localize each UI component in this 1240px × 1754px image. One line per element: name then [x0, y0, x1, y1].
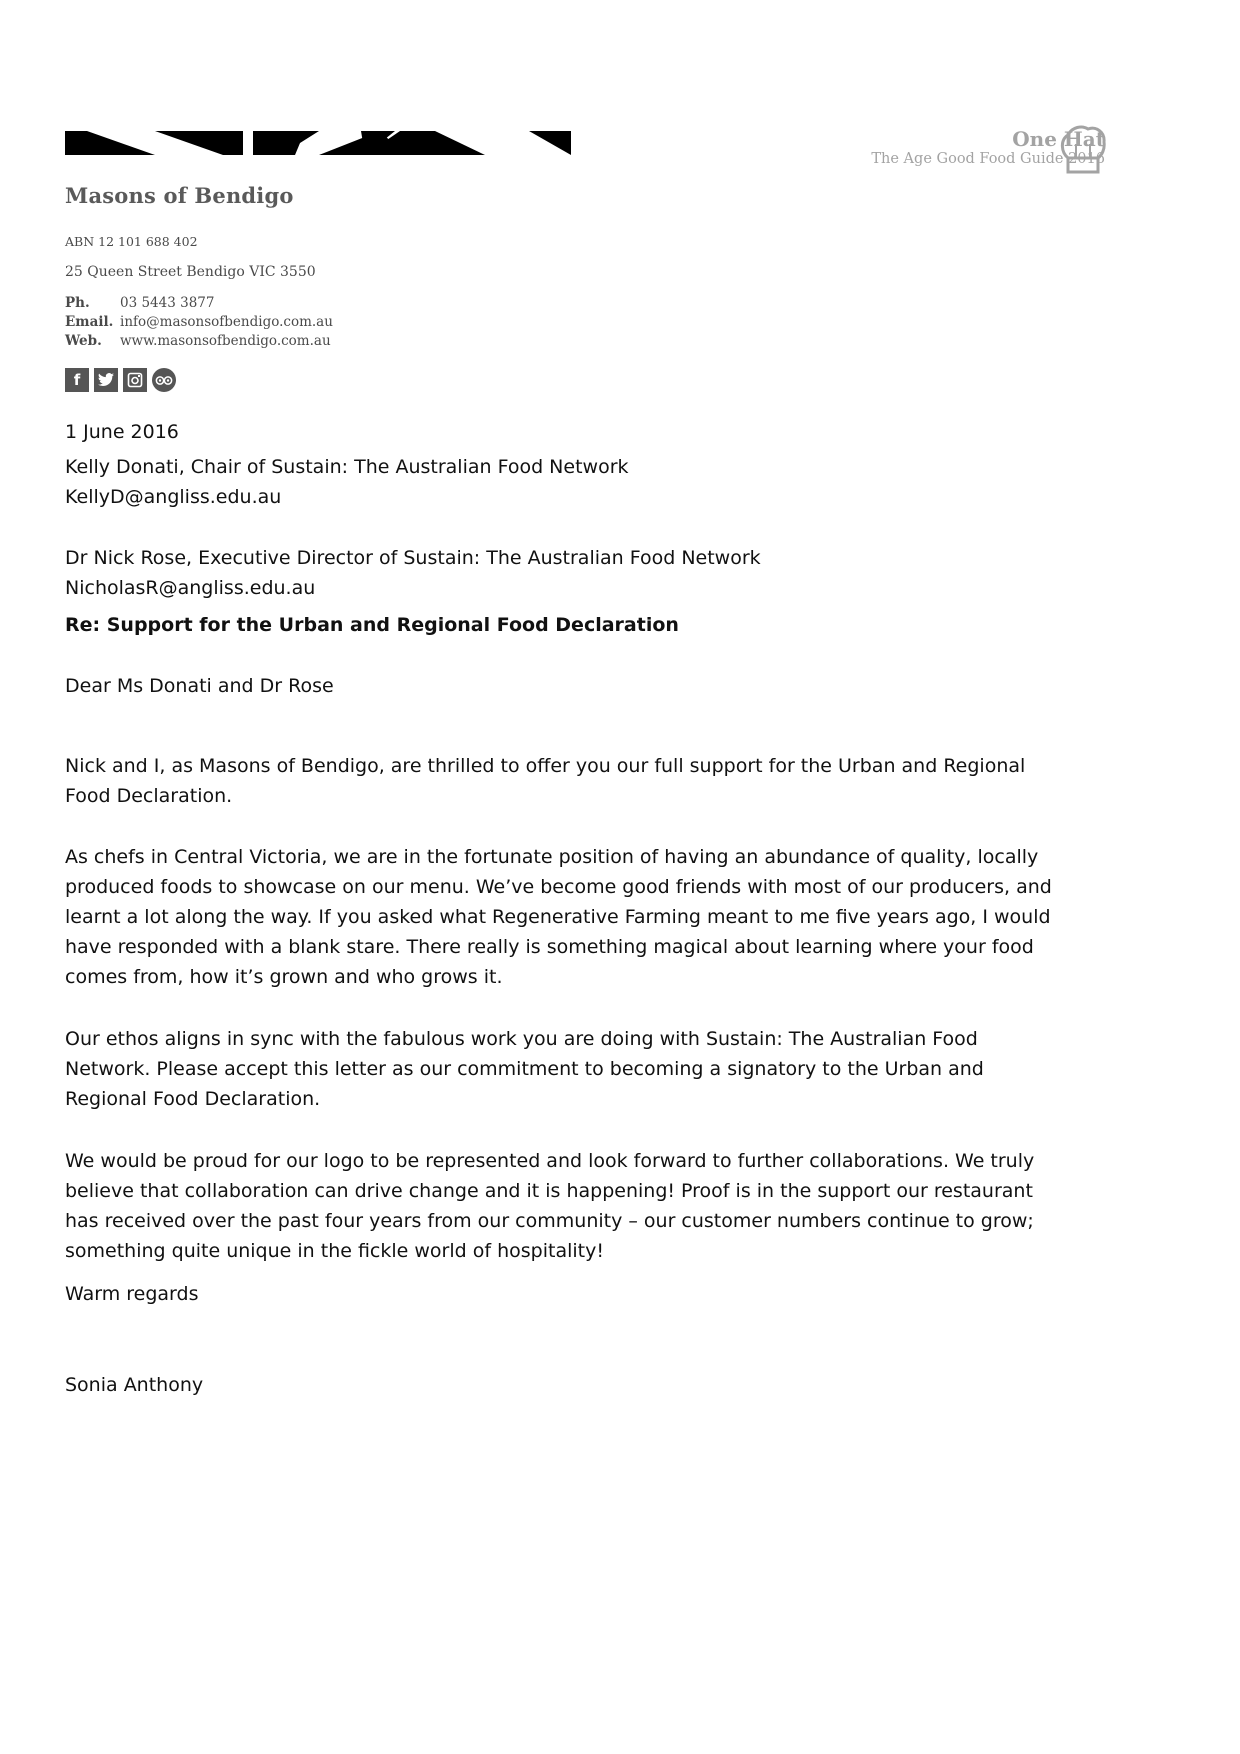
- paragraph-1: Nick and I, as Masons of Bendigo, are thrilled to offer you our full support for the Urban and Regional Food Declaration.: [65, 755, 1026, 807]
- business-name: Masons of Bendigo: [65, 183, 294, 208]
- facebook-icon: f: [65, 368, 89, 392]
- masons-logo-graphic: [65, 131, 571, 155]
- web-label: Web.: [65, 333, 102, 349]
- website-address: www.masonsofbendigo.com.au: [120, 333, 331, 349]
- chef-hat-icon: [1058, 122, 1108, 176]
- social-icons: [65, 368, 176, 392]
- twitter-icon: [94, 368, 118, 392]
- phone-row: [65, 294, 333, 313]
- paragraph-4: We would be proud for our logo to be represented and look forward to further collaborations. We truly believe that collaboration can drive change and it is happening! Proof is in the support our restaurant has received over the past four years from our community – our customer numbers continue to grow; something quite unique in the fickle world of hospitality!: [65, 1150, 1035, 1262]
- phone-label: Ph.: [65, 295, 90, 311]
- abn-number: ABN 12 101 688 402: [65, 234, 198, 249]
- salutation: Dear Ms Donati and Dr Rose: [65, 675, 334, 697]
- recipient-1-email: KellyD@angliss.edu.au: [65, 486, 282, 508]
- closing: Warm regards: [65, 1283, 199, 1305]
- letter-date: 1 June 2016: [65, 421, 179, 443]
- business-address: 25 Queen Street Bendigo VIC 3550: [65, 264, 316, 280]
- letter-subject: Re: Support for the Urban and Regional Food Declaration: [65, 614, 679, 636]
- award-title: One Hat: [1012, 127, 1105, 151]
- instagram-icon: [123, 368, 147, 392]
- paragraph-3: Our ethos aligns in sync with the fabulous work you are doing with Sustain: The Australian Food Network. Please accept this letter as our commitment to becoming a signatory to the Urban and Regional Food Declaration.: [65, 1028, 984, 1110]
- recipient-2-name: Dr Nick Rose, Executive Director of Sustain: The Australian Food Network: [65, 547, 761, 569]
- email-address: info@masonsofbendigo.com.au: [120, 314, 333, 330]
- recipient-1-name: Kelly Donati, Chair of Sustain: The Australian Food Network: [65, 456, 629, 478]
- award-subtitle: The Age Good Food Guide 2016: [871, 151, 1105, 167]
- paragraph-2: As chefs in Central Victoria, we are in the fortunate position of having an abundance of quality, locally produced foods to showcase on our menu. We’ve become good friends with most of our producers, and learnt a lot along the way. If you asked what Regenerative Farming meant to me five years ago, I would have responded with a blank stare. There really is something magical about learning where your food comes from, how it’s grown and who grows it.: [65, 846, 1052, 988]
- web-row: [65, 332, 333, 351]
- tripadvisor-icon: [152, 368, 176, 392]
- recipient-2-email: NicholasR@angliss.edu.au: [65, 577, 316, 599]
- contact-details: [65, 294, 333, 351]
- phone-number: 03 5443 3877: [120, 295, 215, 311]
- signature-name: Sonia Anthony: [65, 1374, 204, 1396]
- email-label: Email.: [65, 314, 114, 330]
- email-row: [65, 313, 333, 332]
